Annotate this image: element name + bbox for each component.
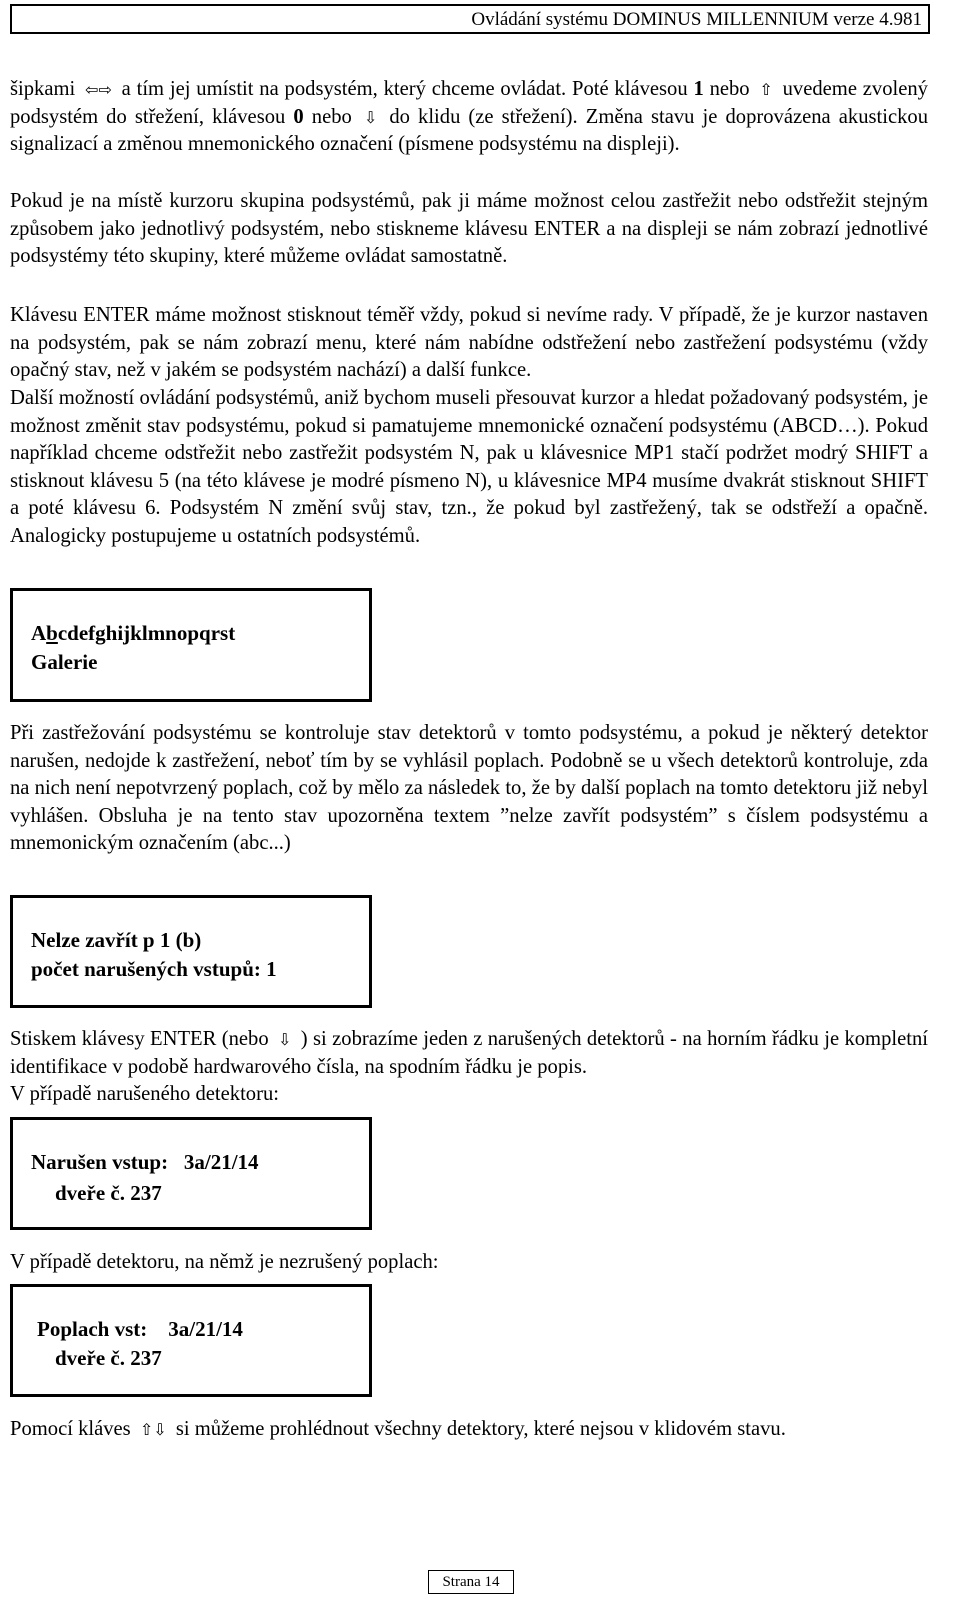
text: nebo <box>311 105 352 128</box>
text: ) si zobrazíme jeden z narušených detektorů - na horním řádku je kompletní identifikace v podobě hardwarového čísla, na spodním řádku je popis. <box>10 1028 928 1078</box>
display-example-1 <box>10 588 372 702</box>
down-arrow-icon: ⇩ <box>278 1030 292 1049</box>
display-line-2: počet narušených vstupů: 1 <box>31 957 277 981</box>
up-arrow-icon: ⇧ <box>759 80 773 99</box>
cursor-letter: b <box>46 621 58 645</box>
display-example-3 <box>10 1117 372 1230</box>
display-example-2 <box>10 895 372 1008</box>
display-line-1: Abcdefghijklmnopqrst <box>31 621 236 645</box>
text: nebo <box>709 78 750 100</box>
left-right-arrow-icon: ⇦⇨ <box>85 80 112 99</box>
key-label: 0 <box>293 105 304 128</box>
paragraph-cursor-control <box>10 76 928 159</box>
key-label: 1 <box>693 78 704 100</box>
paragraph-enter: Klávesu ENTER máme možnost stisknout téměř vždy, pokud si nevíme rady. V případě, že je kurzor nastaven na podsystém, pak se nám zobrazí menu, které nám nabídne odstřežení nebo zastřežení podsystému (vždy opačný stav, než v jakém se podsystém nachází) a další funkce. <box>10 304 928 381</box>
paragraph-enter-detector <box>10 1026 928 1081</box>
text: šipkami <box>10 78 76 100</box>
text: do klidu (ze střežení). Změna stavu je doprovázena akustickou signalizací a změnou mnemonického označení (písmene podsystému na displeji). <box>10 105 928 155</box>
text: si můžeme prohlédnout všechny detektory, které nejsou v klidovém stavu. <box>175 1418 786 1440</box>
text: a tím jej umístit na podsystém, který chceme ovládat. Poté klávesou <box>121 78 688 100</box>
paragraph-alarm-detector: V případě detektoru, na němž je nezrušený poplach: <box>10 1251 439 1273</box>
display-line-2: dveře č. 237 <box>55 1346 162 1370</box>
display-line-1: Nelze zavřít p 1 (b) <box>31 928 202 952</box>
down-arrow-icon: ⇩ <box>363 107 378 127</box>
text: Pomocí kláves <box>10 1418 131 1440</box>
page-number: Strana 14 <box>428 1570 514 1594</box>
up-down-arrow-icon: ⇧⇩ <box>139 1420 167 1439</box>
text: Stiskem klávesy ENTER (nebo <box>10 1028 269 1050</box>
display-line-1: Narušen vstup: 3a/21/14 <box>31 1150 259 1174</box>
paragraph-group: Pokud je na místě kurzoru skupina podsystémů, pak ji máme možnost celou zastřežit nebo odstřežit stejným způsobem jako jednotlivý podsystém, nebo stiskneme klávesu ENTER a na displeji se nám zobrazí jednotlivé podsystémy této skupiny, které můžeme ovládat samostatně. <box>10 190 928 267</box>
display-line-1: Poplach vst: 3a/21/14 <box>37 1317 243 1341</box>
display-example-4 <box>10 1284 372 1397</box>
paragraph-mnemonic: Další možností ovládání podsystémů, aniž bychom museli přesouvat kurzor a hledat požadovaný podsystém, je možnost změnit stav podsystému, pokud si pamatujeme mnemonické označení podsystému (ABCD…). Pokud například chceme odstřežit nebo zastřežit podsystém N, pak u klávesnice MP1 stačí podržet modrý SHIFT a stisknout klávesu 5 (na této klávese je modré písmeno N), u klávesnice MP4 musíme dvakrát stisknout SHIFT a poté klávesu 6. Podsystém N změní svůj stav, tzn., že pokud byl zastřežený, tak se odstřeží a opačně. Analogicky postupujeme u ostatních podsystémů. <box>10 387 928 547</box>
display-line-2: dveře č. 237 <box>55 1181 162 1205</box>
text: uvedeme zvolený podsystém do střežení, klávesou <box>10 78 928 128</box>
paragraph-browse-keys <box>10 1416 928 1444</box>
page-header: Ovládání systému DOMINUS MILLENNIUM verze 4.981 <box>10 4 930 34</box>
paragraph-arming-check: Při zastřežování podsystému se kontroluje stav detektorů v tomto podsystému, a pokud je některý detektor narušen, nedojde k zastřežení, neboť tím by se vyhlásil poplach. Podobně se u všech detektorů kontroluje, zda na nich není nepotvrzený poplach, což by mělo za následek to, že by další poplach na tomto detektoru již nebyl vyhlášen. Obsluha je na tento stav upozorněna textem ”nelze zavřít podsystém” s číslem podsystému a mnemonickým označením (abc...) <box>10 722 928 854</box>
paragraph-violated-detector: V případě narušeného detektoru: <box>10 1083 279 1105</box>
display-line-2: Galerie <box>31 650 98 674</box>
